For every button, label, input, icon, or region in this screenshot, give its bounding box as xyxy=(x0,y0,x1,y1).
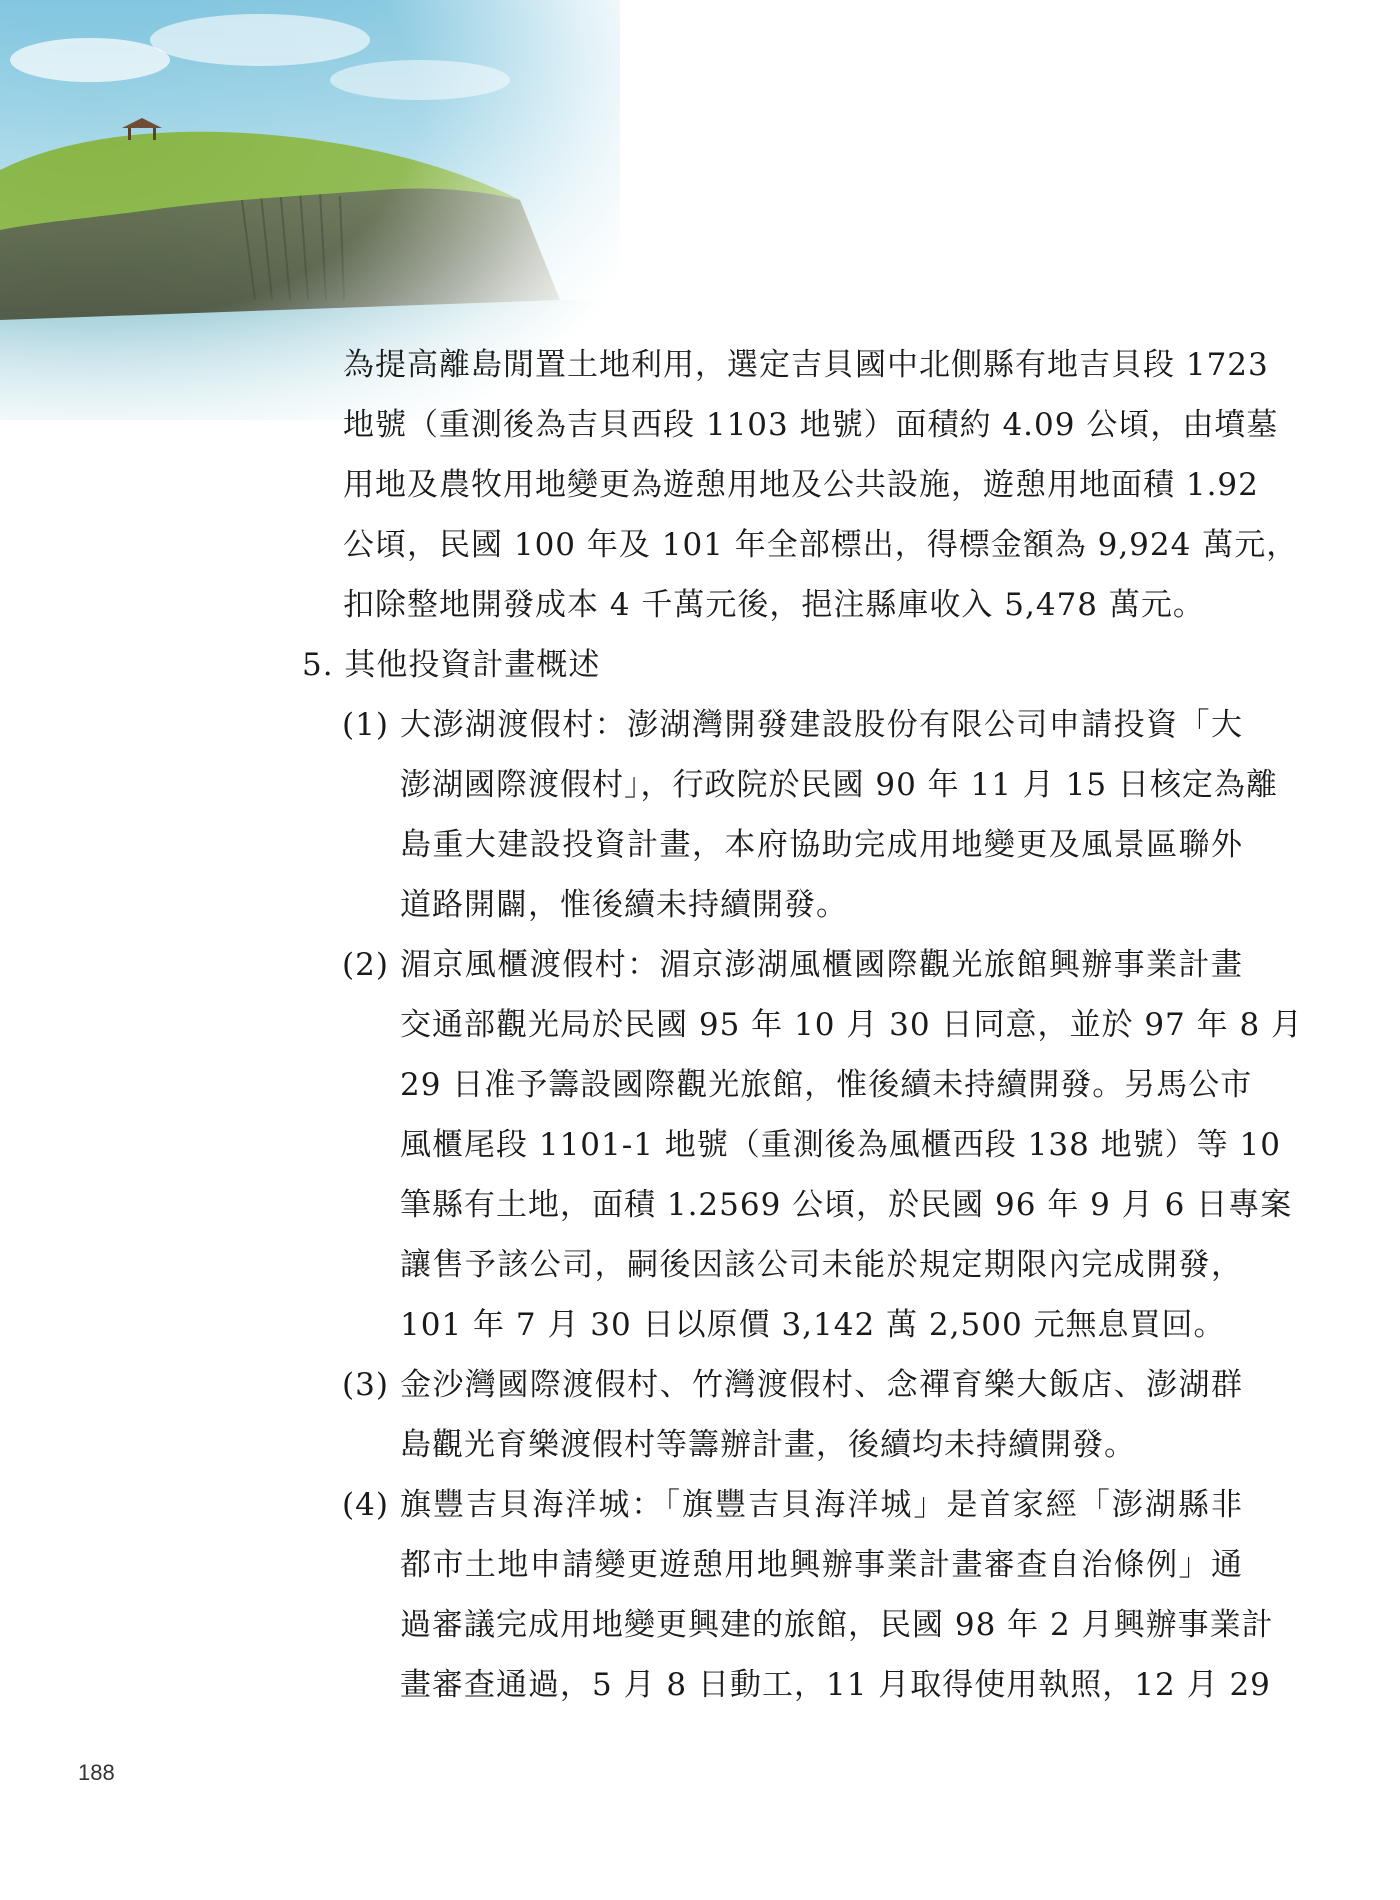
item-marker: (3) xyxy=(342,1367,389,1403)
intro-line-5: 扣除整地開發成本 4 千萬元後，挹注縣庫收入 5,478 萬元。 xyxy=(343,587,1205,623)
item-4-line-1: 旗豐吉貝海洋城：「旗豐吉貝海洋城」是首家經「澎湖縣非 xyxy=(400,1487,1243,1523)
item-2-line-2: 交通部觀光局於民國 95 年 10 月 30 日同意，並於 97 年 8 月 xyxy=(400,1007,1304,1043)
item-marker: (4) xyxy=(342,1487,389,1523)
item-1-line-4: 道路開闢，惟後續未持續開發。 xyxy=(400,887,848,923)
item-1-line-2: 澎湖國際渡假村」，行政院於民國 90 年 11 月 15 日核定為離 xyxy=(400,767,1278,803)
item-marker: (1) xyxy=(342,707,389,743)
intro-line-4: 公頃，民國 100 年及 101 年全部標出，得標金額為 9,924 萬元， xyxy=(343,527,1299,563)
intro-line-3: 用地及農牧用地變更為遊憩用地及公共設施，遊憩用地面積 1.92 xyxy=(343,467,1259,503)
item-1-line-1: 大澎湖渡假村：澎湖灣開發建設股份有限公司申請投資「大 xyxy=(400,707,1243,743)
item-2-line-3: 29 日准予籌設國際觀光旅館，惟後續未持續開發。另馬公市 xyxy=(400,1067,1253,1103)
item-1-line-3: 島重大建設投資計畫，本府協助完成用地變更及風景區聯外 xyxy=(400,827,1243,863)
page-number: 188 xyxy=(78,1760,115,1785)
item-2-line-5: 筆縣有土地，面積 1.2569 公頃，於民國 96 年 9 月 6 日專案 xyxy=(400,1187,1293,1223)
intro-line-1: 為提高離島閒置土地利用，選定吉貝國中北側縣有地吉貝段 1723 xyxy=(343,347,1269,383)
item-3-line-2: 島觀光育樂渡假村等籌辦計畫，後續均未持續開發。 xyxy=(400,1427,1136,1463)
item-2-line-4: 風櫃尾段 1101-1 地號（重測後為風櫃西段 138 地號）等 10 xyxy=(400,1127,1281,1163)
item-4-line-4: 畫審查通過，5 月 8 日動工，11 月取得使用執照，12 月 29 xyxy=(400,1667,1271,1703)
item-2-line-7: 101 年 7 月 30 日以原價 3,142 萬 2,500 元無息買回。 xyxy=(400,1307,1226,1343)
item-2-line-1: 湄京風櫃渡假村：湄京澎湖風櫃國際觀光旅館興辦事業計畫 xyxy=(400,947,1243,983)
item-4-line-3: 過審議完成用地變更興建的旅館，民國 98 年 2 月興辦事業計 xyxy=(400,1607,1274,1643)
item-2-line-6: 讓售予該公司，嗣後因該公司未能於規定期限內完成開發， xyxy=(400,1247,1243,1283)
item-marker: (2) xyxy=(342,947,389,983)
item-3-line-1: 金沙灣國際渡假村、竹灣渡假村、念禪育樂大飯店、澎湖群 xyxy=(400,1367,1243,1403)
section-heading: 5. 其他投資計畫概述 xyxy=(302,647,601,683)
item-4-line-2: 都市土地申請變更遊憩用地興辦事業計畫審查自治條例」通 xyxy=(400,1547,1243,1583)
intro-line-2: 地號（重測後為吉貝西段 1103 地號）面積約 4.09 公頃，由墳墓 xyxy=(343,407,1279,443)
